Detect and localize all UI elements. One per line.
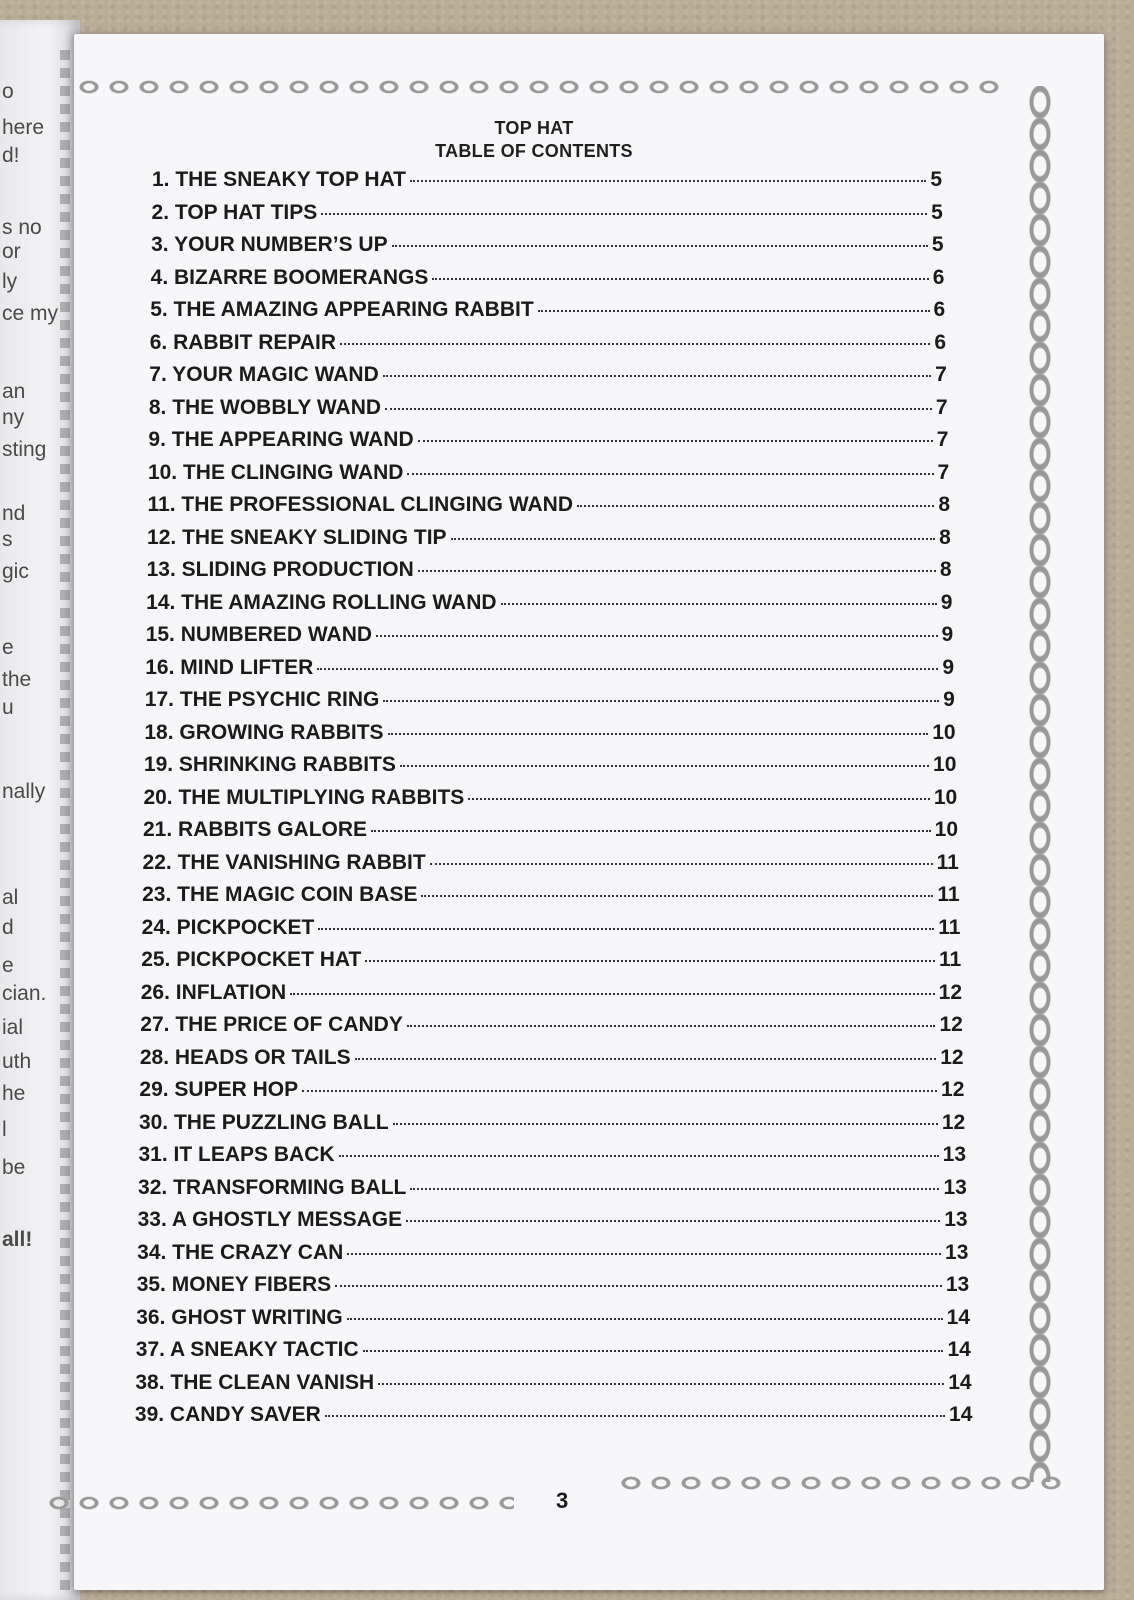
left-page-fragment: al <box>2 886 19 909</box>
toc-entry-title: 11. THE PROFESSIONAL CLINGING WAND <box>147 493 573 516</box>
toc-entry-title: 9. THE APPEARING WAND <box>148 428 414 451</box>
toc-entry-title: 19. SHRINKING RABBITS <box>143 753 396 776</box>
toc-entry <box>147 526 951 550</box>
toc-entry <box>137 1241 968 1265</box>
left-page-fragment: he <box>2 1082 26 1105</box>
toc-entry-title: 12. THE SNEAKY SLIDING TIP <box>147 525 447 549</box>
toc-entry <box>145 656 954 680</box>
toc-entry-page: 9 <box>940 590 953 614</box>
toc-entry-page: 12 <box>938 980 962 1004</box>
toc-entry-page: 5 <box>931 200 943 224</box>
left-page-fragment: d! <box>2 144 20 167</box>
bottom-right-chain-border <box>616 1470 1066 1496</box>
toc-entry-page: 10 <box>932 720 956 744</box>
left-page-fragment: s <box>2 528 13 551</box>
toc-leader-dots <box>318 928 934 930</box>
left-facing-page <box>0 20 80 1600</box>
left-page-fragment: all! <box>2 1228 33 1251</box>
toc-leader-dots <box>365 960 935 962</box>
left-page-fragment: ly <box>2 270 18 293</box>
toc-entry-page: 7 <box>935 363 947 386</box>
toc-entry-page: 6 <box>933 298 946 321</box>
toc-entry-title: 25. PICKPOCKET HAT <box>141 948 362 971</box>
toc-leader-dots <box>339 1155 939 1157</box>
toc-entry-page: 7 <box>937 460 950 484</box>
left-page-fragment: d <box>2 916 14 939</box>
toc-entry <box>142 916 961 940</box>
toc-entry-page: 6 <box>934 330 946 354</box>
toc-entry-page: 8 <box>938 493 950 516</box>
toc-entry <box>140 1013 963 1037</box>
left-page-fragment: uth <box>2 1050 32 1073</box>
left-page-fragment: or <box>2 240 21 263</box>
toc-entry-page: 11 <box>938 948 962 971</box>
toc-entry-title: 6. RABBIT REPAIR <box>149 330 337 354</box>
toc-entry <box>141 948 961 972</box>
toc-entry <box>148 428 948 452</box>
toc-entry <box>138 1208 968 1232</box>
toc-leader-dots <box>430 863 933 865</box>
left-page-fragment: ial <box>2 1016 24 1039</box>
toc-leader-dots <box>407 1025 936 1027</box>
toc-leader-dots <box>410 1188 939 1190</box>
toc-entry-page: 12 <box>941 1078 965 1101</box>
toc-entry-page: 6 <box>932 265 945 289</box>
left-page-fragment: o <box>2 80 14 103</box>
toc-entry-title: 35. MONEY FIBERS <box>136 1273 332 1296</box>
toc-entry-title: 8. THE WOBBLY WAND <box>148 395 382 419</box>
toc-leader-dots <box>371 830 931 832</box>
toc-leader-dots <box>290 993 934 995</box>
toc-leader-dots <box>347 1253 941 1255</box>
page-subtitle: TABLE OF CONTENTS <box>435 141 633 161</box>
toc-entry-title: 26. INFLATION <box>140 980 287 1004</box>
toc-leader-dots <box>418 440 933 442</box>
toc-leader-dots <box>378 1383 944 1385</box>
toc-entry-page: 8 <box>939 558 952 581</box>
toc-entry <box>139 1111 965 1135</box>
toc-entry-page: 13 <box>945 1240 969 1264</box>
toc-leader-dots <box>400 765 929 767</box>
toc-leader-dots <box>468 798 930 800</box>
left-page-fragment: sting <box>2 438 47 461</box>
toc-entry-page: 12 <box>940 1045 964 1069</box>
toc-leader-dots <box>383 700 939 702</box>
toc-entry-title: 31. IT LEAPS BACK <box>138 1143 335 1166</box>
toc-entry <box>147 558 952 582</box>
toc-leader-dots <box>538 310 930 312</box>
toc-entry-page: 12 <box>941 1110 966 1134</box>
toc-leader-dots <box>432 278 928 280</box>
toc-entry-title: 1. THE SNEAKY TOP HAT <box>152 168 406 191</box>
toc-entry <box>144 753 957 777</box>
booklet-page <box>74 34 1104 1590</box>
toc-entry-title: 27. THE PRICE OF CANDY <box>140 1013 403 1036</box>
toc-entry-title: 34. THE CRAZY CAN <box>137 1240 344 1264</box>
left-page-fragment: l <box>2 1118 7 1141</box>
toc-entry-page: 13 <box>943 1175 967 1199</box>
left-page-fragment: ny <box>2 406 25 429</box>
toc-entry-title: 20. THE MULTIPLYING RABBITS <box>143 785 465 809</box>
toc-entry <box>148 461 949 485</box>
toc-entry-title: 29. SUPER HOP <box>139 1078 299 1101</box>
toc-entry-page: 11 <box>936 850 959 874</box>
toc-entry-title: 16. MIND LIFTER <box>145 655 314 679</box>
toc-entry-title: 39. CANDY SAVER <box>134 1403 321 1426</box>
toc-entry <box>143 786 957 810</box>
page-title: TOP HAT <box>494 118 574 138</box>
top-chain-border <box>74 74 1002 100</box>
toc-entry <box>151 233 944 257</box>
toc-entry <box>139 1078 964 1102</box>
toc-entry <box>140 1046 964 1070</box>
toc-entry-title: 10. THE CLINGING WAND <box>147 460 404 484</box>
toc-entry-page: 14 <box>946 1305 970 1329</box>
toc-entry-page: 11 <box>937 883 960 906</box>
toc-entry <box>135 1403 973 1427</box>
toc-entry-page: 14 <box>947 1338 971 1361</box>
toc-leader-dots <box>421 895 933 897</box>
right-chain-border <box>1026 86 1054 1482</box>
toc-entry <box>144 721 955 745</box>
toc-entry-title: 36. GHOST WRITING <box>136 1305 343 1329</box>
toc-entry-page: 10 <box>934 818 958 841</box>
toc-leader-dots <box>325 1415 945 1417</box>
toc-leader-dots <box>321 213 927 215</box>
toc-entry-page: 5 <box>930 168 942 191</box>
toc-entry <box>151 266 945 290</box>
left-page-fragment: u <box>2 696 14 719</box>
toc-entry-page: 7 <box>935 395 948 419</box>
toc-entry-page: 11 <box>938 915 961 939</box>
toc-entry-title: 33. A GHOSTLY MESSAGE <box>137 1208 403 1231</box>
toc-entry-title: 38. THE CLEAN VANISH <box>135 1370 375 1394</box>
toc-leader-dots <box>410 180 926 182</box>
toc-leader-dots <box>451 538 936 540</box>
toc-entry-title: 18. GROWING RABBITS <box>144 720 384 744</box>
toc-entry-title: 14. THE AMAZING ROLLING WAND <box>146 590 497 614</box>
toc-leader-dots <box>317 668 938 670</box>
toc-entry <box>141 981 962 1005</box>
toc-leader-dots <box>383 375 931 377</box>
toc-entry-page: 12 <box>939 1013 963 1036</box>
toc-leader-dots <box>393 1123 938 1125</box>
toc-entry-title: 17. THE PSYCHIC RING <box>144 688 380 711</box>
toc-leader-dots <box>340 343 930 345</box>
toc-leader-dots <box>363 1350 944 1352</box>
toc-entry <box>146 591 952 615</box>
toc-entry <box>152 201 943 225</box>
toc-leader-dots <box>577 505 934 507</box>
toc-entry-page: 10 <box>933 753 957 776</box>
toc-entry-title: 30. THE PUZZLING BALL <box>138 1110 389 1134</box>
toc-leader-dots <box>501 603 937 605</box>
toc-entry-page: 8 <box>939 525 951 549</box>
toc-entry-title: 13. SLIDING PRODUCTION <box>146 558 414 581</box>
toc-entry <box>146 623 954 647</box>
toc-entry-page: 7 <box>936 428 949 451</box>
toc-entry-title: 21. RABBITS GALORE <box>143 818 368 841</box>
bottom-left-chain-border <box>44 1490 514 1516</box>
toc-entry <box>148 493 951 517</box>
toc-entry-title: 5. THE AMAZING APPEARING RABBIT <box>150 298 534 321</box>
toc-entry-title: 37. A SNEAKY TACTIC <box>135 1338 359 1361</box>
left-page-fragment: ce my <box>2 302 59 325</box>
left-page-fragment: here <box>2 116 45 139</box>
toc-entry <box>150 298 945 322</box>
toc-entry <box>149 363 947 387</box>
toc-entry-title: 3. YOUR NUMBER’S UP <box>151 233 388 256</box>
toc-entry <box>150 331 946 355</box>
left-page-fragment: an <box>2 380 26 403</box>
toc-entry <box>145 688 955 712</box>
left-page-fragment: gic <box>2 560 29 583</box>
toc-entry-title: 23. THE MAGIC COIN BASE <box>142 883 418 906</box>
left-page-fragment: s no <box>2 216 42 239</box>
page-number: 3 <box>556 1488 569 1513</box>
toc-leader-dots <box>355 1058 937 1060</box>
left-page-fragment: cian. <box>2 982 47 1005</box>
toc-leader-dots <box>407 473 933 475</box>
toc-entry-page: 13 <box>944 1208 968 1231</box>
toc-entry <box>136 1306 970 1330</box>
toc-entry-title: 28. HEADS OR TAILS <box>139 1045 351 1069</box>
left-page-chain-border <box>60 50 70 1590</box>
left-page-fragment: nally <box>2 780 46 803</box>
toc-entry <box>142 883 960 907</box>
toc-entry <box>143 818 958 842</box>
toc-entry <box>137 1273 970 1297</box>
toc-leader-dots <box>302 1090 937 1092</box>
toc-entry <box>152 168 942 192</box>
toc-leader-dots <box>347 1318 943 1320</box>
toc-leader-dots <box>392 245 928 247</box>
toc-entry <box>143 851 959 875</box>
toc-entry <box>149 396 948 420</box>
left-page-fragment: e <box>2 954 14 977</box>
toc-entry-title: 22. THE VANISHING RABBIT <box>142 850 426 874</box>
toc-entry-page: 14 <box>949 1403 973 1426</box>
toc-entry <box>135 1371 971 1395</box>
toc-leader-dots <box>388 733 929 735</box>
toc-leader-dots <box>376 635 937 637</box>
toc-leader-dots <box>418 570 936 572</box>
toc-entry-page: 9 <box>942 655 954 679</box>
toc-leader-dots <box>406 1220 940 1222</box>
left-page-fragment: nd <box>2 502 26 525</box>
toc-entry-page: 10 <box>933 785 958 809</box>
toc-entry-page: 13 <box>945 1273 970 1296</box>
toc-entry-title: 15. NUMBERED WAND <box>145 623 373 646</box>
toc-entry-title: 4. BIZARRE BOOMERANGS <box>150 265 429 289</box>
left-page-fragment: be <box>2 1156 26 1179</box>
toc-entry-title: 32. TRANSFORMING BALL <box>138 1175 407 1199</box>
toc-entry-title: 24. PICKPOCKET <box>141 915 315 939</box>
toc-entry-page: 9 <box>943 688 955 711</box>
toc-entry-page: 9 <box>941 623 954 646</box>
toc-entry <box>136 1338 971 1362</box>
left-page-fragment: e <box>2 636 14 659</box>
toc-entry <box>138 1176 967 1200</box>
left-page-fragment: the <box>2 668 32 691</box>
toc-entry-page: 14 <box>948 1370 972 1394</box>
toc-entry <box>139 1143 967 1167</box>
toc-entry-page: 5 <box>931 233 944 256</box>
toc-leader-dots <box>335 1285 942 1287</box>
toc-leader-dots <box>385 408 932 410</box>
toc-entry-title: 7. YOUR MAGIC WAND <box>149 363 379 386</box>
toc-entry-title: 2. TOP HAT TIPS <box>151 200 318 224</box>
toc-entry-page: 13 <box>942 1143 966 1166</box>
